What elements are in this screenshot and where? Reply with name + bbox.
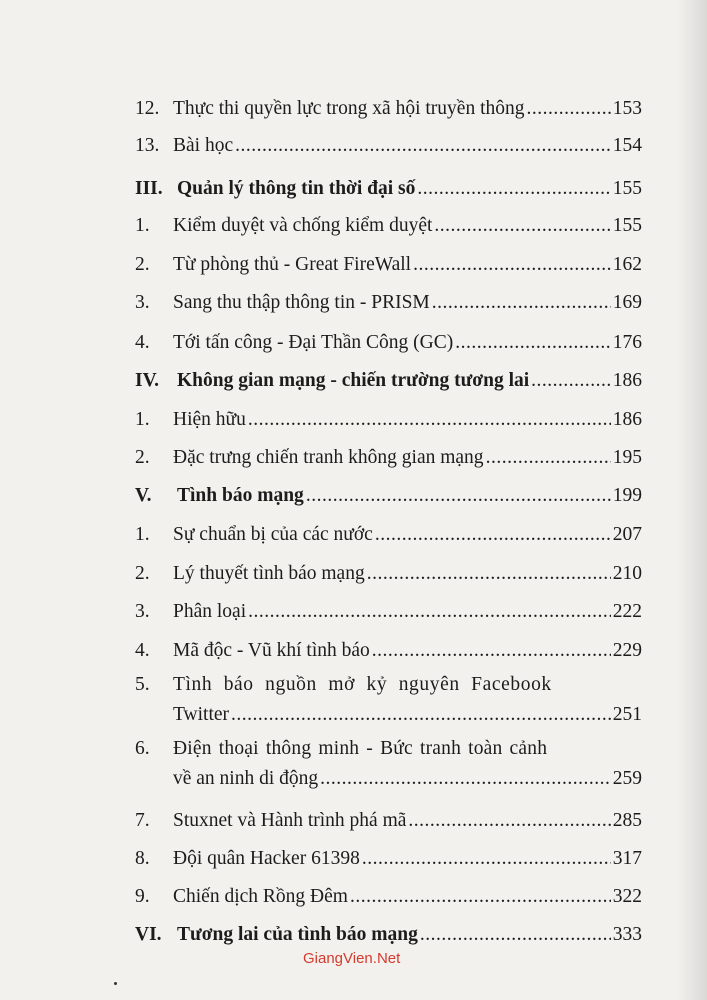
- toc-page: 162: [612, 254, 642, 275]
- toc-number: 12.: [135, 98, 160, 119]
- toc-leader-dots: [527, 97, 611, 121]
- toc-entry[interactable]: [135, 809, 642, 833]
- toc-number: III.: [135, 178, 163, 199]
- toc-title: Kiểm duyệt và chống kiểm duyệt: [173, 215, 433, 236]
- toc-entry[interactable]: [135, 214, 642, 238]
- toc-leader-dots: [372, 639, 611, 663]
- toc-leader-dots: [362, 847, 611, 871]
- toc-page: 259: [612, 768, 642, 789]
- toc-title: Tình báo mạng: [177, 485, 304, 506]
- toc-number: VI.: [135, 924, 162, 945]
- toc-section[interactable]: [135, 923, 642, 947]
- scan-speck: [114, 982, 117, 985]
- toc-page: 251: [612, 704, 642, 725]
- toc-leader-dots: [235, 134, 611, 158]
- watermark: GiangVien.Net: [303, 950, 401, 967]
- toc-number: 2.: [135, 563, 150, 584]
- toc-entry-line1[interactable]: [135, 737, 642, 761]
- toc-title: Không gian mạng - chiến trường tương lai: [177, 370, 530, 391]
- toc-leader-dots: [248, 408, 611, 432]
- toc-page: 333: [612, 924, 642, 945]
- toc-number: 4.: [135, 332, 150, 353]
- toc-number: 1.: [135, 215, 150, 236]
- toc-number: 8.: [135, 848, 150, 869]
- toc-title: Tới tấn công - Đại Thần Công (GC): [173, 332, 454, 353]
- toc-title: Thực thi quyền lực trong xã hội truyền thông: [173, 98, 525, 119]
- toc-number: 7.: [135, 810, 150, 831]
- toc-number: 6.: [135, 738, 150, 759]
- toc-entry-line1[interactable]: [135, 673, 642, 697]
- toc-number: 13.: [135, 135, 160, 156]
- toc-page: 186: [612, 409, 642, 430]
- toc-leader-dots: [320, 767, 611, 791]
- toc-title: Từ phòng thủ - Great FireWall: [173, 254, 412, 275]
- toc-leader-dots: [432, 291, 611, 315]
- toc-title: Tình báo nguồn mở kỷ nguyên Facebook: [173, 674, 552, 695]
- toc-title-continuation: về an ninh di động: [173, 768, 319, 789]
- toc-entry[interactable]: [135, 600, 642, 624]
- toc-entry[interactable]: [135, 847, 642, 871]
- page-edge-shadow: [677, 0, 707, 1000]
- toc-page: 222: [612, 601, 642, 622]
- toc-title: Đội quân Hacker 61398: [173, 848, 360, 869]
- toc-number: V.: [135, 485, 152, 506]
- toc-leader-dots: [408, 809, 610, 833]
- toc-entry[interactable]: [135, 885, 642, 909]
- toc-title-continuation: Twitter: [173, 704, 230, 725]
- toc-entry[interactable]: [135, 639, 642, 663]
- toc-leader-dots: [413, 253, 611, 277]
- toc-page: 154: [612, 135, 642, 156]
- toc-entry-line2[interactable]: [135, 767, 642, 791]
- toc-number: IV.: [135, 370, 160, 391]
- toc-page: 210: [612, 563, 642, 584]
- toc-title: Mã độc - Vũ khí tình báo: [173, 640, 370, 661]
- toc-page: 195: [612, 447, 642, 468]
- toc-title: Bài học: [173, 135, 234, 156]
- toc-leader-dots: [486, 446, 611, 470]
- toc-title: Stuxnet và Hành trình phá mã: [173, 810, 407, 831]
- toc-entry[interactable]: [135, 408, 642, 432]
- toc-entry[interactable]: [135, 97, 642, 121]
- toc-leader-dots: [231, 703, 611, 727]
- toc-number: 1.: [135, 409, 150, 430]
- toc-leader-dots: [350, 885, 611, 909]
- toc-page: 169: [612, 292, 642, 313]
- toc-leader-dots: [531, 369, 611, 393]
- toc-entry[interactable]: [135, 253, 642, 277]
- toc-leader-dots: [417, 177, 610, 201]
- toc-title: Phân loại: [173, 601, 247, 622]
- toc-title: Đặc trưng chiến tranh không gian mạng: [173, 447, 484, 468]
- toc-title: Hiện hữu: [173, 409, 246, 430]
- toc-entry[interactable]: [135, 291, 642, 315]
- toc-title: Sự chuẩn bị của các nước: [173, 524, 373, 545]
- toc-entry-line2[interactable]: [135, 703, 642, 727]
- toc-leader-dots: [306, 484, 611, 508]
- toc-entry[interactable]: [135, 446, 642, 470]
- toc-leader-dots: [367, 562, 611, 586]
- toc-section[interactable]: [135, 177, 642, 201]
- toc-page: 153: [612, 98, 642, 119]
- toc-page: 155: [612, 215, 642, 236]
- toc-number: 9.: [135, 886, 150, 907]
- toc-title: Điện thoại thông minh - Bức tranh toàn cảnh: [173, 738, 548, 759]
- toc-number: 5.: [135, 674, 150, 695]
- toc-title: Quản lý thông tin thời đại số: [177, 178, 416, 199]
- toc-section[interactable]: [135, 369, 642, 393]
- toc-number: 2.: [135, 447, 150, 468]
- toc-leader-dots: [434, 214, 610, 238]
- toc-entry[interactable]: [135, 562, 642, 586]
- toc-page: 207: [612, 524, 642, 545]
- toc-number: 4.: [135, 640, 150, 661]
- toc-entry[interactable]: [135, 134, 642, 158]
- toc-number: 3.: [135, 601, 150, 622]
- toc-page: 322: [612, 886, 642, 907]
- toc-leader-dots: [455, 331, 611, 355]
- toc-page: 199: [612, 485, 642, 506]
- toc-page: 186: [612, 370, 642, 391]
- toc-entry[interactable]: [135, 331, 642, 355]
- toc-page: 176: [612, 332, 642, 353]
- toc-title: Chiến dịch Rồng Đêm: [173, 886, 348, 907]
- toc-leader-dots: [375, 523, 611, 547]
- toc-number: 3.: [135, 292, 150, 313]
- toc-title: Lý thuyết tình báo mạng: [173, 563, 365, 584]
- toc-leader-dots: [248, 600, 611, 624]
- toc-page: 285: [612, 810, 642, 831]
- toc-page: 317: [612, 848, 642, 869]
- toc-title: Tương lai của tình báo mạng: [177, 924, 418, 945]
- toc-page: 155: [612, 178, 642, 199]
- toc-section[interactable]: [135, 484, 642, 508]
- toc-entry[interactable]: [135, 523, 642, 547]
- toc-title: Sang thu thập thông tin - PRISM: [173, 292, 430, 313]
- toc-leader-dots: [420, 923, 611, 947]
- toc-number: 1.: [135, 524, 150, 545]
- toc-number: 2.: [135, 254, 150, 275]
- toc-page: 229: [612, 640, 642, 661]
